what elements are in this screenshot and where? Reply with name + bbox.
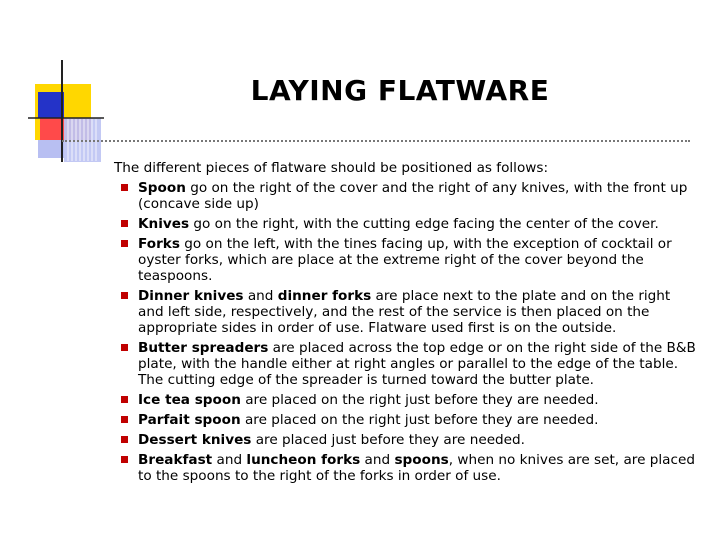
slide-title: LAYING FLATWARE bbox=[250, 74, 550, 107]
intro-text: The different pieces of flatware should be positioned as follows: bbox=[114, 160, 549, 176]
list-item: Spoon go on the right of the cover and the right of any knives, with the front up (concave side up) bbox=[138, 180, 704, 212]
lavender-square-left bbox=[38, 140, 64, 158]
list-item: Breakfast and luncheon forks and spoons, when no knives are set, are placed to the spoons to the right of the forks in order of use. bbox=[138, 452, 704, 484]
list-item: Ice tea spoon are placed on the right just before they are needed. bbox=[138, 392, 704, 408]
list-item: Dessert knives are placed just before they are needed. bbox=[138, 432, 704, 448]
list-item: Forks go on the left, with the tines facing up, with the exception of cocktail or oyster forks, which are place at the extreme right of the cover beyond the teaspoons. bbox=[138, 236, 704, 284]
list-item: Knives go on the right, with the cutting edge facing the center of the cover. bbox=[138, 216, 704, 232]
blue-square bbox=[38, 92, 64, 118]
slide-body bbox=[114, 160, 704, 488]
list-item: Dinner knives and dinner forks are place next to the plate and on the right and left side, respectively, and the rest of the service is then placed on the appropriate sides in order of use. Flatware used first is on the outside. bbox=[138, 288, 704, 336]
list-item: Parfait spoon are placed on the right just before they are needed. bbox=[138, 412, 704, 428]
red-square bbox=[40, 118, 64, 140]
flatware-list bbox=[114, 180, 704, 484]
list-item: Butter spreaders are placed across the top edge or on the right side of the B&B plate, with the handle either at right angles or parallel to the edge of the table. The cutting edge of the spreader is turned toward the butter plate. bbox=[138, 340, 704, 388]
decorative-blocks-graphic bbox=[0, 0, 110, 170]
title-divider bbox=[62, 140, 690, 142]
